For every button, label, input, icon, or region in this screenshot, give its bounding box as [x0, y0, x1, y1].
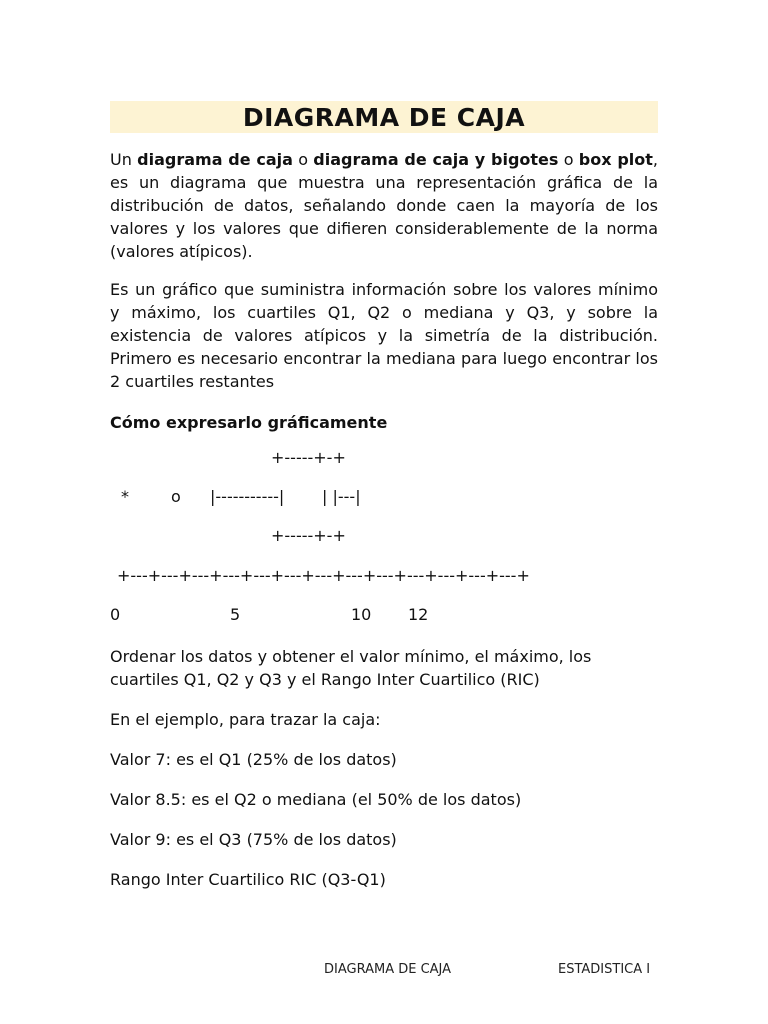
- steps-paragraph: Ordenar los datos y obtener el valor mínimo, el máximo, los cuartiles Q1, Q2 y Q3 y el Rango Inter Cuartilico (RIC): [110, 647, 592, 689]
- intro-paragraph: [110, 148, 658, 263]
- term-box-whisker: diagrama de caja y bigotes: [313, 150, 559, 169]
- ascii-box-bottom: +-----+-+: [271, 526, 346, 545]
- intro-text-1: Un: [110, 150, 138, 169]
- ric-paragraph: Rango Inter Cuartilico RIC (Q3-Q1): [110, 870, 386, 889]
- intro-text-3: o: [558, 150, 579, 169]
- document-page: [110, 101, 658, 891]
- info-paragraph: Es un gráfico que suministra información sobre los valores mínimo y máximo, los cuartiles Q1, Q2 o mediana y Q3, y sobre la existencia de valores atípicos y la simetría de la distribución. Primero es necesario encontrar la mediana para luego encontrar los 2 cuartiles restantes: [110, 280, 658, 391]
- document-title: DIAGRAMA DE CAJA: [110, 101, 658, 133]
- axis-tick-12: 12: [408, 605, 429, 624]
- ascii-outlier-extreme: *: [121, 487, 129, 506]
- ascii-outlier-mild: o: [171, 487, 181, 506]
- intro-text-2: o: [292, 150, 314, 169]
- footer-left: DIAGRAMA DE CAJA: [324, 962, 452, 977]
- term-box-plot: box plot: [578, 150, 653, 169]
- ascii-axis: +---+---+---+---+---+---+---+---+---+---+---+---+---+: [117, 566, 530, 585]
- ascii-whisker: |-----------|: [210, 487, 285, 506]
- axis-tick-0: 0: [110, 605, 121, 624]
- q2-paragraph: Valor 8.5: es el Q2 o mediana (el 50% de los datos): [110, 790, 522, 809]
- q1-paragraph: Valor 7: es el Q1 (25% de los datos): [110, 750, 397, 769]
- q3-paragraph: Valor 9: es el Q3 (75% de los datos): [110, 830, 397, 849]
- axis-tick-5: 5: [230, 605, 241, 624]
- axis-tick-10: 10: [351, 605, 372, 624]
- ascii-box-middle: | |---|: [322, 487, 361, 506]
- term-box-diagram: diagrama de caja: [137, 150, 293, 169]
- section-heading: Cómo expresarlo gráficamente: [110, 413, 388, 432]
- intro-text-4: , es un diagrama que muestra una representación gráfica de la distribución de datos, señalando donde caen la mayoría de los valores y los valores que difieren considerablemente de la norma (valores atípicos).: [110, 150, 659, 261]
- ascii-box-top: +-----+-+: [271, 448, 346, 467]
- example-paragraph: En el ejemplo, para trazar la caja:: [110, 710, 381, 729]
- footer-right: ESTADISTICA I: [558, 962, 651, 977]
- ascii-box-plot: [110, 448, 658, 628]
